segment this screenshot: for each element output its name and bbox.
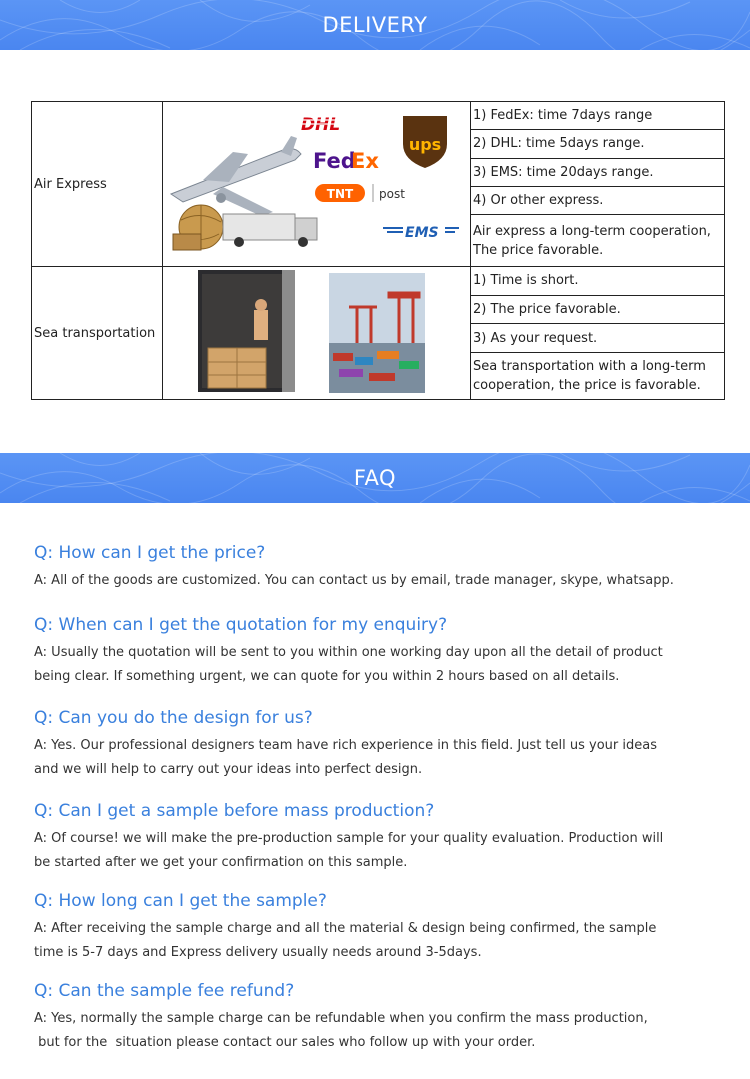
fedex-logo xyxy=(313,149,379,173)
ups-logo xyxy=(403,116,447,168)
faq-item xyxy=(34,708,714,782)
delivery-title: DELIVERY xyxy=(322,13,428,37)
air-note-line-1: Air express a long-term cooperation, xyxy=(473,223,711,239)
svg-text:Ex: Ex xyxy=(351,149,379,173)
air-express-illustration xyxy=(163,102,470,262)
delivery-table xyxy=(31,101,725,400)
delivery-banner xyxy=(0,0,750,50)
faq-item xyxy=(34,801,714,875)
svg-text:TNT: TNT xyxy=(326,187,354,201)
container-loading-photo xyxy=(198,270,295,392)
air-express-images xyxy=(163,102,471,267)
faq-answer-line: A: All of the goods are customized. You can contact us by email, trade manager, skype, whatsapp. xyxy=(34,573,674,588)
faq-answer-line: and we will help to carry out your ideas into perfect design. xyxy=(34,762,423,777)
air-express-label: Air Express xyxy=(32,102,163,267)
faq-answer-line: A: Of course! we will make the pre-production sample for your quality evaluation. Production will xyxy=(34,831,664,846)
faq-item xyxy=(34,615,714,689)
sea-item-1: 1) Time is short. xyxy=(471,267,725,296)
svg-text:DHL: DHL xyxy=(301,115,341,135)
svg-text:EMS: EMS xyxy=(405,225,439,241)
sea-transport-images xyxy=(163,267,471,400)
faq-answer-line: being clear. If something urgent, we can quote for you within 2 hours based on all details. xyxy=(34,669,620,684)
air-note-line-2: The price favorable. xyxy=(473,242,604,258)
faq-answer-line: time is 5-7 days and Express delivery usually needs around 3-5days. xyxy=(34,945,482,960)
sea-note-line-1: Sea transportation with a long-term xyxy=(473,358,706,374)
air-note xyxy=(471,215,725,267)
sea-item-3: 3) As your request. xyxy=(471,324,725,353)
air-item-1: 1) FedEx: time 7days range xyxy=(471,102,725,130)
faq-answer-line: be started after we get your confirmation on this sample. xyxy=(34,855,408,870)
faq-answer-line: A: After receiving the sample charge and all the material & design being confirmed, the sample xyxy=(34,921,657,936)
faq-banner xyxy=(0,453,750,503)
faq-item xyxy=(34,981,714,1055)
svg-text:ups: ups xyxy=(408,135,442,154)
faq-answer-line: A: Yes, normally the sample charge can be refundable when you confirm the mass production, xyxy=(34,1011,648,1026)
port-cranes-photo xyxy=(329,273,425,393)
faq-item xyxy=(34,891,714,965)
faq-question: Q: Can you do the design for us? xyxy=(34,708,313,728)
faq-answer-line: A: Usually the quotation will be sent to you within one working day upon all the detail of product xyxy=(34,645,663,660)
sea-note xyxy=(471,352,725,399)
globe-icon xyxy=(173,205,223,250)
air-item-2: 2) DHL: time 5days range. xyxy=(471,130,725,158)
tnt-post-logo xyxy=(315,184,405,202)
svg-text:post: post xyxy=(379,187,405,201)
faq-answer-line: but for the situation please contact our sales who follow up with your order. xyxy=(34,1035,536,1050)
faq-item xyxy=(34,543,714,593)
truck-icon xyxy=(223,214,317,247)
air-item-4: 4) Or other express. xyxy=(471,186,725,214)
air-express-row xyxy=(32,102,725,130)
faq-question: Q: Can the sample fee refund? xyxy=(34,981,295,1001)
faq-question: Q: How long can I get the sample? xyxy=(34,891,327,911)
sea-item-2: 2) The price favorable. xyxy=(471,295,725,324)
faq-question: Q: How can I get the price? xyxy=(34,543,266,563)
faq-answer-line: A: Yes. Our professional designers team have rich experience in this field. Just tell us your ideas xyxy=(34,738,657,753)
faq-title: FAQ xyxy=(353,466,397,490)
air-item-3: 3) EMS: time 20days range. xyxy=(471,158,725,186)
sea-transport-label: Sea transportation xyxy=(32,267,163,400)
svg-text:Fed: Fed xyxy=(313,149,356,173)
sea-transport-illustration xyxy=(163,267,470,395)
ems-logo xyxy=(383,225,459,241)
dhl-logo xyxy=(297,115,371,135)
sea-note-line-2: cooperation, the price is favorable. xyxy=(473,377,701,393)
sea-transport-row xyxy=(32,267,725,296)
airplane-icon xyxy=(171,136,301,216)
faq-question: Q: When can I get the quotation for my enquiry? xyxy=(34,615,448,635)
faq-question: Q: Can I get a sample before mass production? xyxy=(34,801,435,821)
